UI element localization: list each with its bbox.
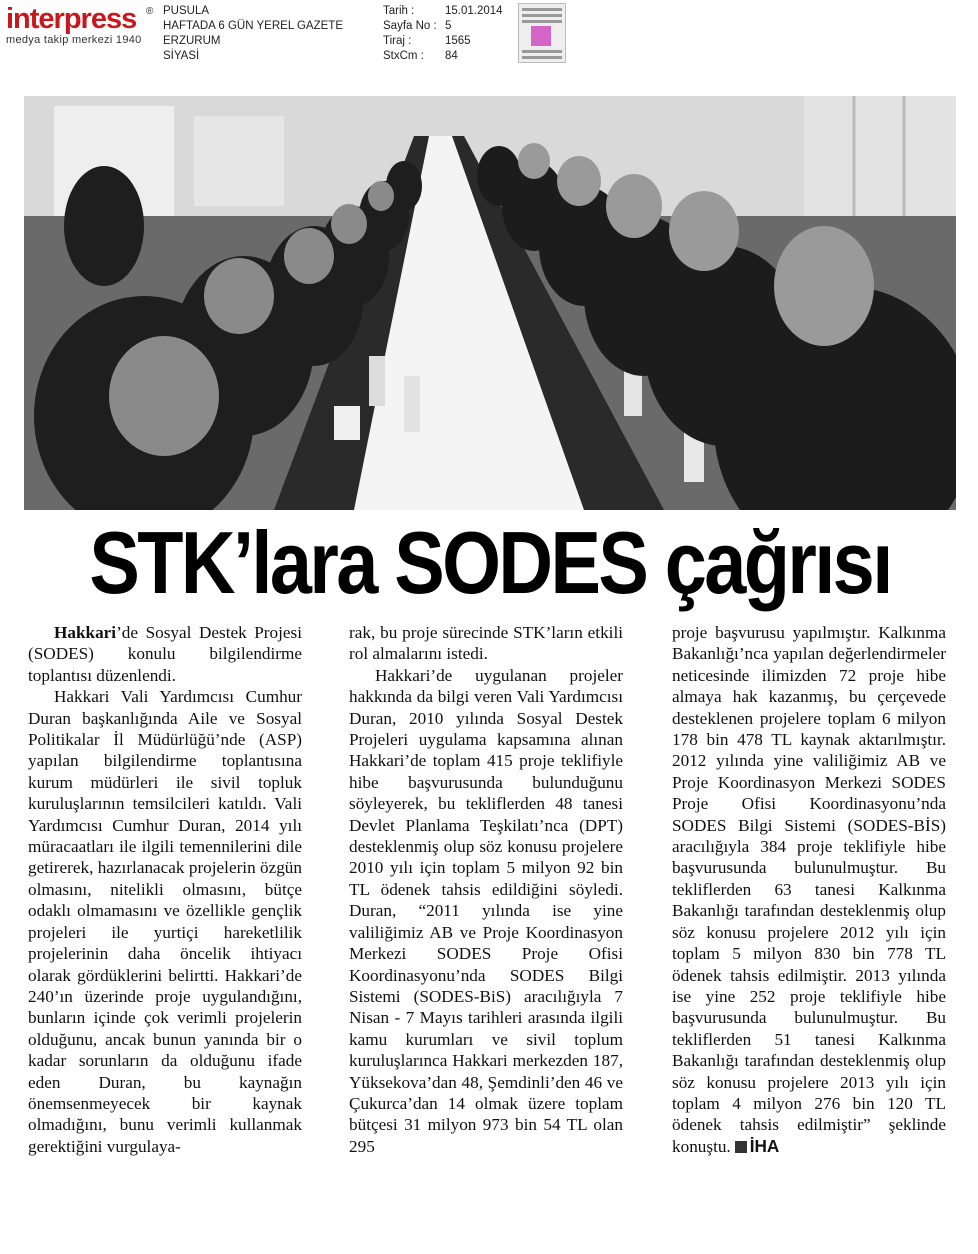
headline: STK’lara SODES çağrısı: [89, 513, 891, 612]
registered-mark: ®: [146, 6, 154, 17]
publication-category: SİYASİ: [163, 50, 200, 62]
logo-wordmark: interpress: [6, 3, 137, 35]
publication-name: PUSULA: [163, 5, 210, 17]
dateline-bold: Hakkari: [54, 623, 117, 642]
meta-page: [383, 19, 503, 34]
article-column-1: [28, 622, 302, 1157]
publication-info: [163, 4, 343, 64]
meeting-photo-illustration: [24, 96, 956, 510]
meta-label: Tiraj :: [383, 35, 412, 47]
thumbnail-highlight: [531, 26, 551, 46]
lead-paragraph: [28, 622, 302, 686]
page-thumbnail[interactable]: [518, 3, 566, 63]
meta-label: Tarih :: [383, 5, 415, 17]
meta-date: [383, 4, 503, 19]
body-paragraph: [672, 622, 946, 1157]
body-paragraph: Hakkari’de uygulanan projeler hakkında da bilgi veren Vali Yardımcısı Duran, 2010 yılında Sosyal Destek Projeleri uygulama kapsamına alınan Hakkari’de toplam 415 proje teklifiyle hibe başvurusunda bulunduğunu söyleyerek, bu tekliflerden 48 tanesi Devlet Planlama Teşkilatı’nca (DPT) desteklenmiş olup söz konusu projelere 2010 yılı için toplam 5 milyon 92 bin TL ödenek tahsis edildiğini söyledi. Duran, “2011 yılında ise yine valiliğimiz AB ve Proje Koordinasyon Merkezi SODES Proje Ofisi Koordinasyonu’nda SODES Bilgi Sistemi (SODES-BiS) aracılığıyla 7 Nisan - 7 Mayıs tarihleri arasında ilgili kamu kurumları ve sivil toplum kuruluşlarınca Hakkari merkezden 187, Yüksekova’dan 48, Şemdinli’den 46 ve Çukurca’dan 14 olmak üzere toplam bütçesi 31 milyon 973 bin 54 TL olan 295: [349, 665, 623, 1156]
body-paragraph: Hakkari Vali Yardımcısı Cumhur Duran başkanlığında Aile ve Sosyal Politikalar İl Müdürlüğü’nde (ASP) yapılan bilgilendirme toplantısına kurum müdürleri ile sivil topluk kuruluşlarının temsilcileri katıldı. Vali Yardımcısı Cumhur Duran, 2014 yılı müracaatları ile ilgili temennilerini dile getirerek, hazırlanacak projelerin özgün olmasını, nitelikli olmasını, bütçe odaklı olmamasını ve özellikle gençlik projeleri ile yurtiçi hareketlilik projelerinin daha öncelik ihtiyacı olarak gördüklerini belirtti. Hakkari’de 240’ın üzerinde proje uygulandığını, bunların içinde çok verimli projelerin olduğunu, ancak bunun yanında bir o kadar sorunların da olduğunu ifade eden Duran, bu kaynağın önemsenmeyecek bir kaynak olmadığını, bunu verimli kullanmak gerektiğini vurgulaya-: [28, 687, 302, 1156]
meta-value: 15.01.2014: [445, 5, 503, 17]
meta-value: 84: [445, 50, 458, 62]
meta-value: 5: [445, 20, 452, 32]
square-bullet-icon: [735, 1141, 747, 1153]
interpress-logo: [6, 4, 156, 48]
meeting-photo: [24, 96, 956, 510]
body-paragraph: rak, bu proje sürecinde STK’ların etkili rol almalarını istedi.: [349, 623, 623, 664]
publication-city: ERZURUM: [163, 35, 221, 47]
clipping-meta: [383, 4, 503, 64]
publication-frequency: HAFTADA 6 GÜN YEREL GAZETE: [163, 20, 343, 32]
meta-stxcm: [383, 49, 503, 64]
lead-text: ’de Sosyal Destek Projesi (SODES) konulu bilgilendirme toplantısı düzenlendi.: [28, 623, 302, 685]
meta-circulation: [383, 34, 503, 49]
article-column-3: [672, 622, 946, 1157]
body-text: proje başvurusu yapılmıştır. Kalkınma Bakanlığı’nca yapılan değerlendirmeler neticesinde ilimizden 72 proje hibe almaya hak kazanmış, bu çerçevede desteklenen projelere toplam 6 milyon 178 bin 478 TL kaynak aktarılmıştır. 2012 yılında yine valiliğimiz AB ve Proje Koordinasyon Merkezi SODES Proje Ofisi Koordinasyonu’nda SODES Bilgi Sistemi (SODES-BİS) aracılığıyla 384 proje teklifiyle hibe başvurusunda bulunulmuştur. Bu tekliflerden 63 tanesi Kalkınma Bakanlığı tarafından desteklenmiş olup söz konusu projelere 2012 yılı için toplam 5 milyon 830 bin 778 TL ödenek tahsis edilmiştir. 2013 yılında ise yine 252 proje teklifiyle hibe başvurusunda bulunulmuştur. Bu tekliflerden 51 tanesi Kalkınma Bakanlığı tarafından desteklenmiş olup söz konusu projelere 2013 yılı için toplam 4 milyon 276 bin 120 TL ödenek tahsis edilmiştir” şeklinde konuştu.: [672, 623, 946, 1156]
clipping-header: [0, 0, 978, 92]
agency-signature: İHA: [749, 1135, 780, 1156]
article-column-2: [349, 622, 623, 1157]
meta-label: Sayfa No :: [383, 20, 437, 32]
logo-tagline: medya takip merkezi 1940: [6, 34, 142, 46]
meta-value: 1565: [445, 35, 471, 47]
meta-label: StxCm :: [383, 50, 424, 62]
